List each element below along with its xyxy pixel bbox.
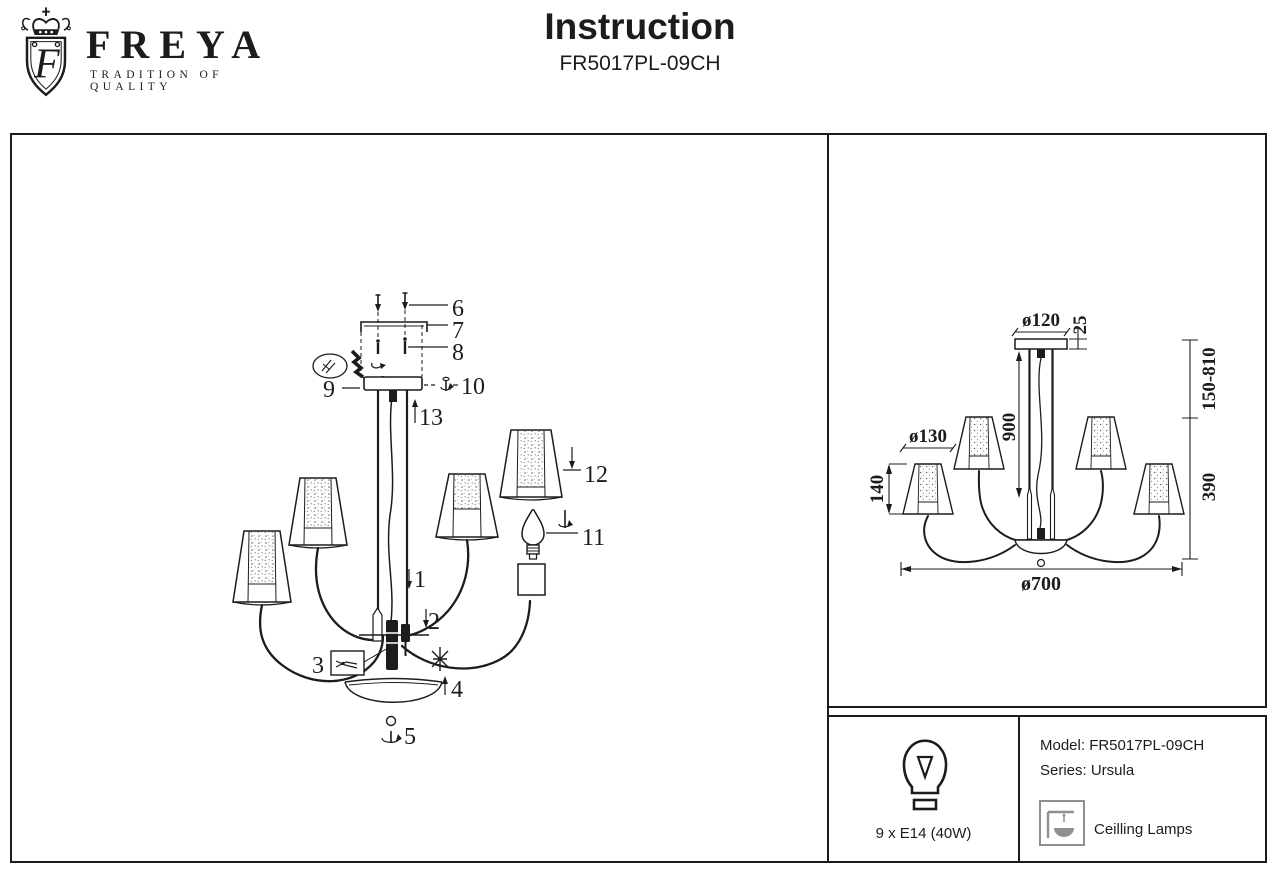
brand-monogram: F [34, 41, 60, 88]
lampshade [233, 531, 291, 605]
center-bowl [1015, 540, 1067, 567]
dim-suspension-range: 150-810 [1199, 347, 1220, 411]
page-model-number: FR5017PL-09CH [559, 52, 721, 75]
series-label: Series: Ursula [1040, 762, 1135, 779]
part-label-1: 1 [414, 567, 426, 593]
part-label-8: 8 [452, 340, 464, 366]
dim-canopy-diameter: ø120 [1022, 310, 1060, 331]
lampshade [1134, 464, 1184, 514]
dim-shade-height: 140 [867, 474, 888, 504]
threaded-studs [376, 337, 407, 354]
lampshade [289, 478, 347, 548]
canopy-and-rods [1015, 339, 1067, 539]
glass-bowl [345, 679, 442, 703]
part-label-11: 11 [582, 525, 606, 551]
brand-tagline: TRADITION OF QUALITY [90, 69, 223, 93]
socket-cover [518, 564, 545, 595]
screw-in-motion-icon [559, 510, 573, 528]
dimension-diagram-panel [827, 133, 1267, 708]
candle-bulb [522, 510, 544, 559]
lampshade [954, 417, 1004, 469]
part-label-13: 13 [419, 405, 443, 431]
dimension-diagram [829, 135, 1265, 706]
mounting-bracket [361, 322, 427, 377]
lampshade [436, 474, 498, 540]
dim-overall-diameter: ø700 [1021, 573, 1061, 595]
ceiling-lamp-icon [1039, 800, 1085, 846]
part-label-10: 10 [461, 374, 485, 400]
category-label: Ceilling Lamps [1094, 821, 1193, 838]
dim-canopy-height: 25 [1070, 315, 1091, 335]
part-label-2: 2 [428, 609, 440, 635]
assembly-diagram [12, 135, 827, 861]
dim-rod-length: 900 [999, 412, 1020, 442]
model-label: Model: FR5017PL-09CH [1040, 737, 1205, 754]
brand-name: FREYA [86, 22, 271, 67]
page-title: Instruction [544, 6, 736, 47]
model-spec-box [1018, 715, 1267, 863]
assembly-diagram-panel [10, 133, 829, 863]
part-label-9: 9 [323, 377, 335, 403]
part-label-5: 5 [404, 724, 416, 750]
part-label-7: 7 [452, 318, 464, 344]
bulb-count-label: 9 x E14 (40W) [875, 825, 972, 842]
finial-knob [382, 717, 402, 743]
part-label-4: 4 [451, 677, 463, 703]
suspension-rods [378, 390, 407, 625]
lampshade [903, 464, 953, 514]
dim-shade-diameter: ø130 [909, 426, 947, 447]
dim-fixture-height: 390 [1199, 472, 1220, 502]
part-label-6: 6 [452, 296, 464, 322]
mounting-screws-group [376, 293, 408, 342]
lampshade [1076, 417, 1126, 469]
bulb-icon [829, 725, 1018, 825]
lampshade-detached [500, 430, 562, 500]
part-label-3: 3 [312, 653, 324, 679]
part-label-12: 12 [584, 462, 608, 488]
bulb-spec-box [827, 715, 1020, 863]
